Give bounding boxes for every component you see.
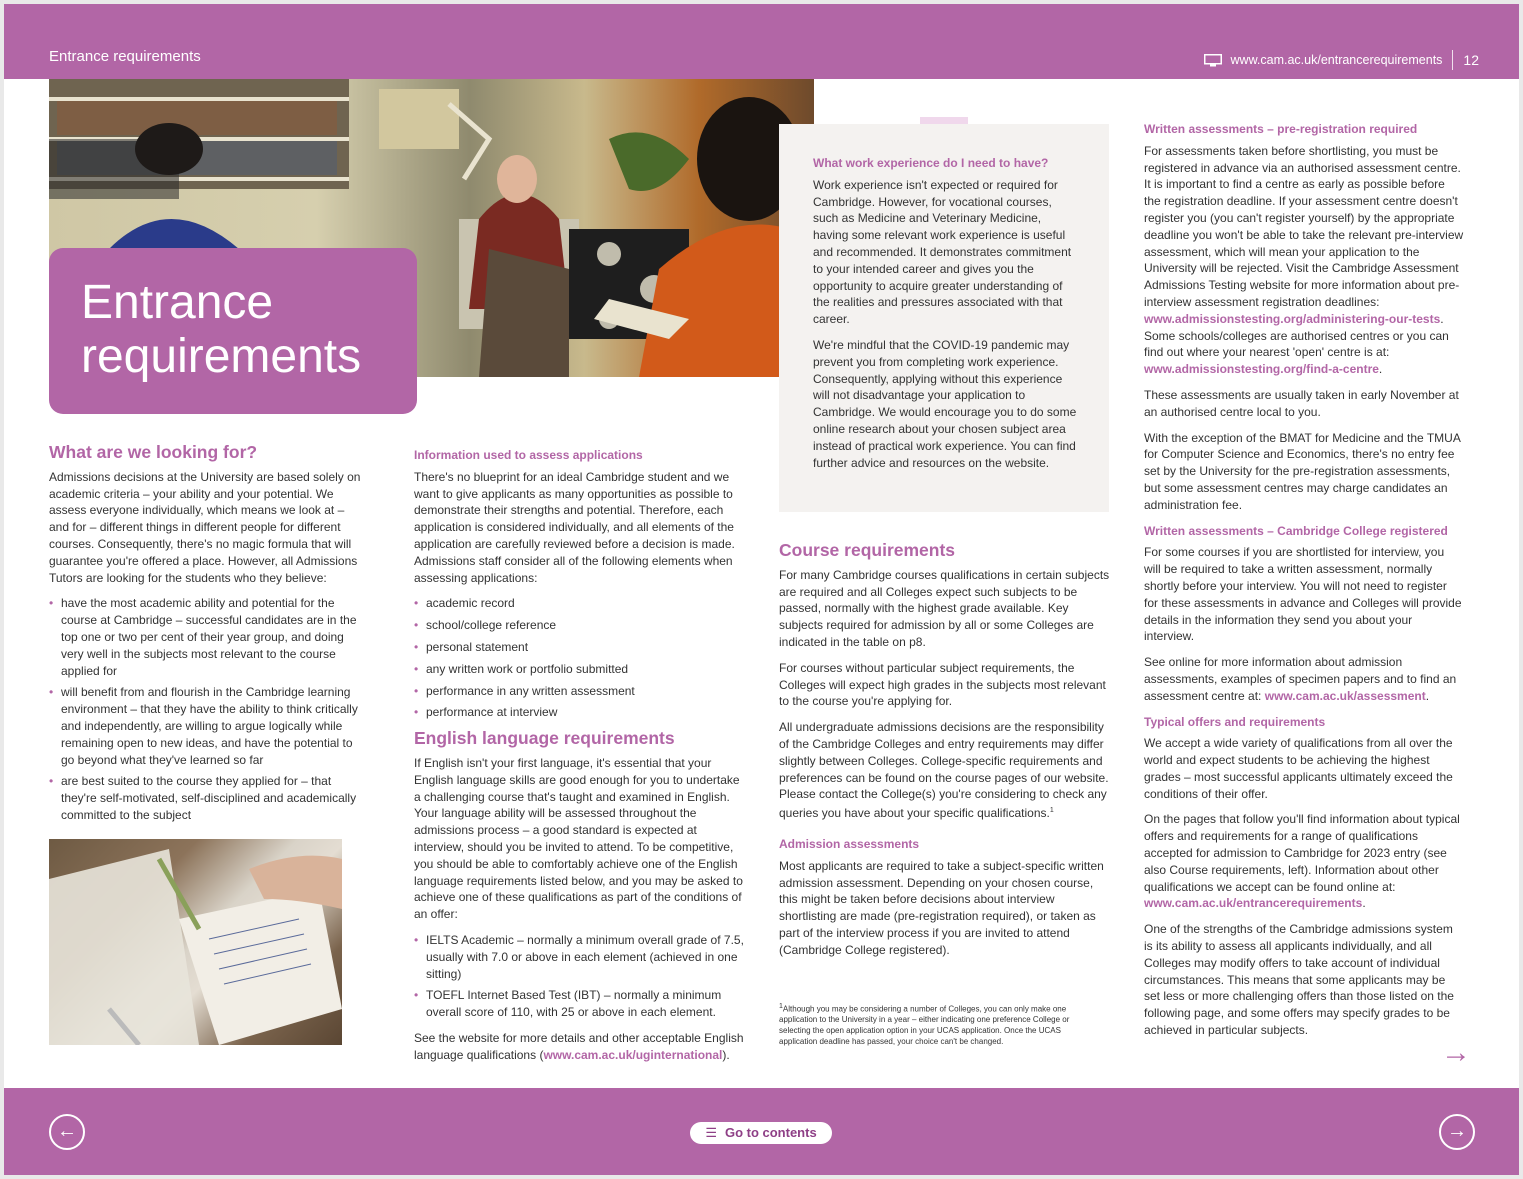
dot: . — [1362, 896, 1366, 911]
heading-what-are-we-looking-for: What are we looking for? — [49, 442, 258, 462]
course-paragraph-3-text: All undergraduate admissions decisions are the responsibility of the Cambridge Colleges and entry requirements may differ slightly between Colleges. College-specific requirements and preferences can be found on the course pages of our website. Please contact the College(s) you're considering to check any queries you have about your specific qualifications. — [779, 720, 1109, 821]
pre-reg-text: For assessments taken before shortlisting, you must be registered in advance via an authorised assessment centre. It is important to find a centre as early as possible before the registration deadline. If your assessment centre doesn't register you (you can't register yourself) by the appropriate deadline you won't be able to take the relevant pre-interview assessment, which will mean your application to the University will be rejected. Visit the Cambridge Assessment Admissions Testing website for more information about pre-interview assessment registration deadlines: — [1144, 143, 1464, 309]
dot: . — [1425, 688, 1430, 703]
list-item: • have the most academic ability and potential for the course at Cambridge – successful candidates are in the top one or two per cent of their year group, and doing very well in the subjects most relevant to the course applied for — [49, 595, 367, 679]
heading-written-pre-registration: Written assessments – pre-registration required — [1144, 122, 1418, 136]
written-pre-registration-paragraph — [1144, 143, 1464, 378]
title-box — [49, 248, 417, 414]
heading-work-experience: What work experience do I need to have? — [813, 156, 1049, 170]
see-text: See the website for more details and other acceptable English language qualifications — [414, 1030, 744, 1062]
footnote-ref: 1 — [1049, 807, 1054, 815]
looking-for-list — [49, 595, 367, 823]
heading-english-language: English language requirements — [414, 728, 675, 749]
footnote-number: 1 — [779, 1003, 783, 1010]
header-right — [1204, 50, 1479, 70]
work-experience-paragraph-2: We're mindful that the COVID-19 pandemic may prevent you from completing work experience. Consequently, applying without this experience will not disadvantage your application to Cambridge. We would encourage you to do some online research about your chosen subject area instead of practical work experience. You can find further advice and resources on the website. — [813, 337, 1077, 470]
dot: . — [1440, 311, 1444, 326]
entrancerequirements-link[interactable]: www.cam.ac.uk/entrancerequirements — [1144, 896, 1363, 911]
heading-information-used: Information used to assess applications — [414, 448, 643, 462]
list-item: • IELTS Academic – normally a minimum overall grade of 7.5, usually with 7.0 or above in each element (achieved in one sitting) — [414, 932, 744, 982]
dot: . — [1378, 362, 1383, 377]
english-see-website — [414, 1030, 744, 1064]
header-url-link[interactable]: www.cam.ac.uk/entrancerequirements — [1230, 53, 1443, 67]
page-title-line-2: requirements — [81, 330, 362, 383]
header-bar — [4, 4, 1519, 79]
footnote-text: Although you may be considering a number of Colleges, you can only make one application to the University in a year – either indicating one preference College or selecting the open application option in your UCAS application. Once the UCAS application deadline has passed, your choice can't be changed. — [779, 1004, 1070, 1047]
column-what-are-we-looking-for — [49, 444, 367, 833]
prev-page-button[interactable] — [49, 1114, 85, 1150]
work-experience-box — [779, 124, 1109, 512]
assessment-link[interactable]: www.cam.ac.uk/assessment — [1264, 688, 1426, 703]
monitor-icon — [1204, 54, 1222, 67]
admission-assessments-paragraph: Most applicants are required to take a subject-specific written admission assessment. Depending on your chosen course, this might be taken before decisions about interview shortlisting are made (pre-registration required), or taken as part of the interview process if you are invited to attend (Cambridge College registered). — [779, 858, 1104, 957]
list-item: • TOEFL Internet Based Test (IBT) – normally a minimum overall score of 110, with 25 or above in each element. — [414, 987, 744, 1021]
continue-arrow-icon[interactable]: → — [1441, 1036, 1471, 1069]
offers-paragraph-1: We accept a wide variety of qualifications from all over the world and expect students to be achieving the highest grades – most successful applicants ultimately exceed the conditions of their offer. — [1144, 736, 1453, 801]
footer-bar — [4, 1088, 1519, 1175]
arrow-left-icon: ← — [57, 1120, 77, 1142]
heading-written-college-registered: Written assessments – Cambridge College registered — [1144, 523, 1448, 538]
go-to-contents-label: Go to contents — [724, 1125, 817, 1140]
english-paragraph: If English isn't your first language, it's essential that your English language skills are good enough for you to undertake a challenging course that's taught and examined in English. Your language ability will be assessed throughout the admissions process – a good standard is expected at interview, should you be invited to attend. To be competitive, you should be able to comfortably achieve one of the English language requirements listed below, and you may be asked to achieve one of these qualifications as part of the conditions of an offer: — [414, 755, 743, 922]
list-item: • academic record — [414, 595, 744, 612]
looking-for-paragraph: Admissions decisions at the University are based solely on academic criteria – your ability and your potential. We assess everyone individually, which means we look at – and for – different things in different people for different courses. Consequently, there's no magic formula that will guarantee you're offered a place. However, all Admissions Tutors are looking for the students who they believe: — [49, 469, 361, 585]
list-item: • performance in any written assessment — [414, 683, 744, 700]
list-item: • performance at interview — [414, 704, 744, 721]
footnote — [779, 1002, 1099, 1048]
see-close: ). — [722, 1047, 730, 1062]
heading-typical-offers: Typical offers and requirements — [1144, 714, 1326, 729]
page — [4, 4, 1519, 1175]
course-paragraph-3 — [779, 719, 1111, 822]
bmat-paragraph: With the exception of the BMAT for Medicine and the TMUA for Computer Science and Economics, there's no entry fee set by the University for the pre-registration assessments, but some assessment centres may charge candidates an administration fee. — [1144, 430, 1461, 512]
online-info-paragraph — [1144, 654, 1464, 704]
written-college-paragraph: For some courses if you are shortlisted for interview, you will be required to take a written assessment, normally shortly before your interview. You will not need to register for these assessments in advance and Colleges will provide details in the information they send you about your interview. — [1144, 545, 1462, 644]
column-information-used — [414, 447, 744, 1073]
arrow-right-icon: → — [1447, 1120, 1467, 1142]
page-title-line-1: Entrance — [81, 276, 274, 329]
work-experience-paragraph-1: Work experience isn't expected or required for Cambridge. However, for vocational courses, such as Medicine and Veterinary Medicine, having some relevant work experience is useful and recommended. It demonstrates commitment to your intended career and gives you the opportunity to acquire greater understanding of the realities and pressures associated with that career. — [813, 177, 1072, 327]
page-title — [81, 276, 361, 384]
section-title: Entrance requirements — [49, 48, 201, 65]
see-open: ( — [539, 1047, 544, 1062]
writing-photo — [49, 839, 342, 1045]
column-course-requirements — [779, 542, 1111, 968]
course-paragraph-1: For many Cambridge courses qualifications in certain subjects are required and all Colleges expect such subjects to be passed, normally with the highest grade available. Key subjects required for admission by all or some Colleges are indicated in the table on p8. — [779, 567, 1110, 649]
english-tests-list — [414, 932, 744, 1021]
uginternational-link[interactable]: www.cam.ac.uk/uginternational — [543, 1047, 723, 1062]
find-a-centre-link[interactable]: www.admissionstesting.org/find-a-centre — [1144, 362, 1379, 377]
list-item: • school/college reference — [414, 617, 744, 634]
course-paragraph-2: For courses without particular subject requirements, the Colleges will expect high grades in the subjects most relevant to the course you're applying for. — [779, 660, 1106, 709]
column-written-assessments — [1144, 121, 1464, 1048]
pre-reg-mid: Some schools/colleges are authorised centres or you can find out where your nearest 'open' centre is at: — [1144, 328, 1449, 360]
online-text: See online for more information about admission assessments, examples of specimen papers and to find an assessment centre at: — [1144, 655, 1457, 703]
offers-paragraph-3: One of the strengths of the Cambridge admissions system is its ability to assess all applicants individually, and all Colleges may modify offers to take account of individual circumstances. This means that some applicants may be set less or more challenging offers than those listed on the following page, and some offers may specify grades to be achieved in particular subjects. — [1144, 922, 1454, 1038]
page-number: 12 — [1463, 52, 1479, 68]
offers-text: On the pages that follow you'll find information about typical offers and requirements for a range of qualifications accepted for admission to Cambridge for 2023 entry (see also Course requirements, left). Information about other qualifications we accept can be found online at: — [1144, 812, 1460, 894]
list-item: • will benefit from and flourish in the Cambridge learning environment – that they have the ability to think critically and independently, are willing to argue logically while remaining open to new ideas, and have the potential to go beyond what they've learned so far — [49, 684, 367, 768]
header-divider — [1452, 50, 1453, 70]
assessment-elements-list — [414, 595, 744, 721]
administering-tests-link[interactable]: www.admissionstesting.org/administering-our-tests — [1144, 311, 1441, 326]
heading-course-requirements: Course requirements — [779, 540, 956, 560]
next-page-button[interactable] — [1439, 1114, 1475, 1150]
list-item: • are best suited to the course they applied for – that they're self-motivated, self-disciplined and academically committed to the subject — [49, 773, 367, 823]
list-item: • any written work or portfolio submitted — [414, 661, 744, 678]
go-to-contents-button[interactable] — [690, 1122, 832, 1144]
menu-icon: ☰ — [705, 1125, 717, 1140]
offers-paragraph-2 — [1144, 811, 1464, 912]
list-item: • personal statement — [414, 639, 744, 656]
heading-admission-assessments: Admission assessments — [779, 836, 920, 851]
writing-photo-art — [49, 839, 342, 1045]
information-paragraph: There's no blueprint for an ideal Cambridge student and we want to give applicants as many opportunities as possible to demonstrate their strengths and potential. Therefore, each application is considered individually, and all elements of the application are carefully reviewed before a decision is made. Admissions staff consider all of the following elements when assessing applications: — [414, 469, 735, 585]
early-november-paragraph: These assessments are usually taken in early November at an authorised centre local to you. — [1144, 387, 1459, 419]
